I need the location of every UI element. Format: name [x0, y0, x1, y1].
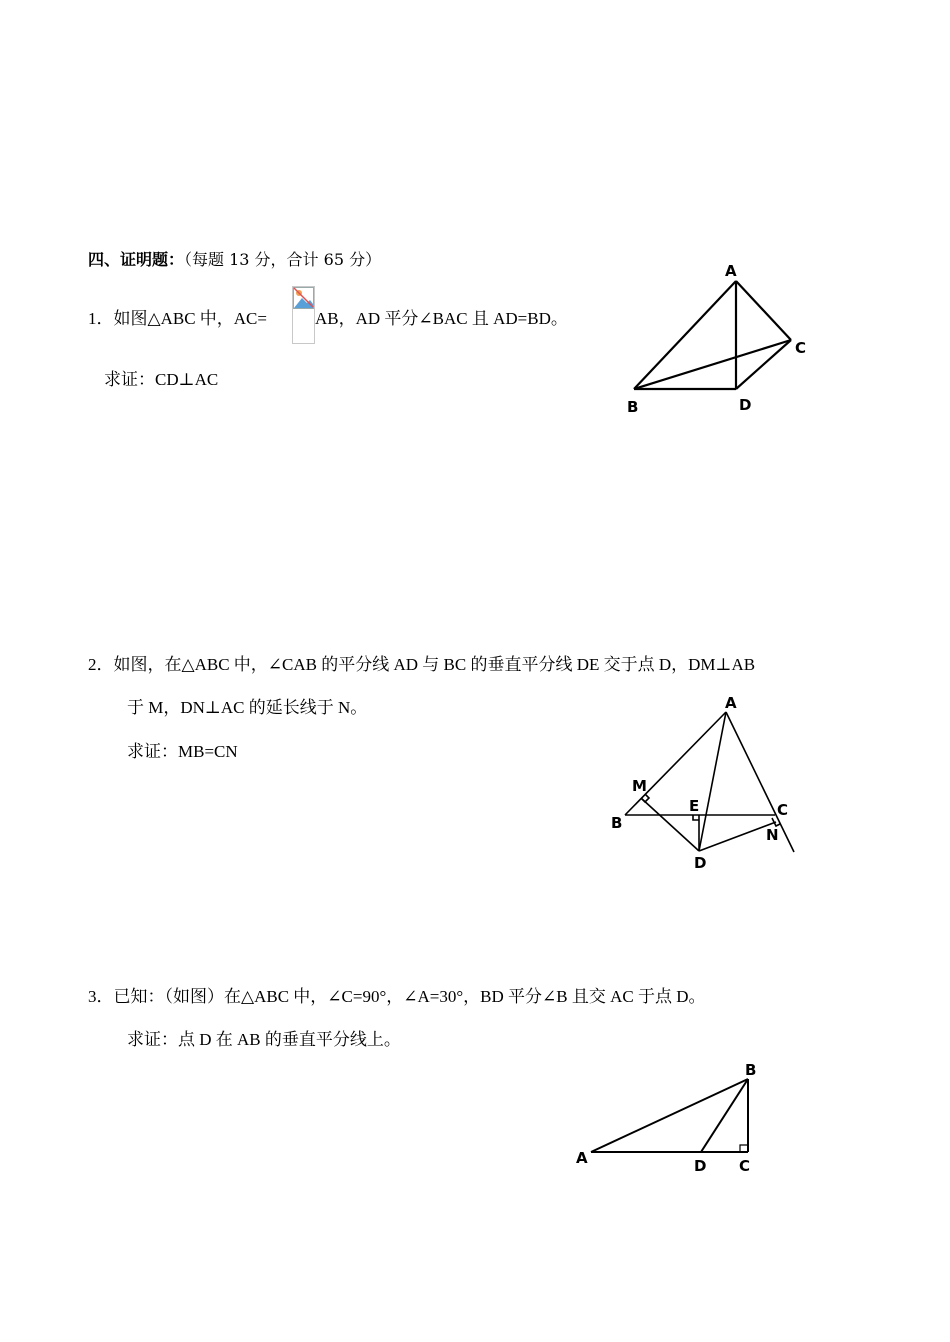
fig1-segment-ac [736, 281, 791, 340]
fig2-label-a: A [725, 694, 737, 712]
fig2-right-angle-e [693, 815, 699, 820]
fig2-label-b: B [611, 814, 623, 832]
section-title: 四、证明题： [88, 250, 185, 269]
fig1-segment-bc [634, 340, 791, 389]
fig1-label-c: C [795, 339, 807, 357]
fig2-segment-dn [699, 822, 776, 851]
fig3-label-b: B [745, 1061, 757, 1079]
fig3-segment-ab [591, 1079, 748, 1152]
problem-1-statement-b: AB，AD 平分∠BAC 且 AD=BD。 [315, 309, 568, 328]
fig2-segment-ac-extended [726, 712, 794, 852]
fig1-label-a: A [725, 262, 737, 280]
fig3-label-d: D [694, 1157, 707, 1175]
fig2-segment-ad [699, 712, 726, 851]
fig2-label-n: N [766, 826, 779, 844]
fig1-label-d: D [739, 396, 752, 414]
fig2-label-e: E [689, 797, 700, 815]
problem-2-prove: 求证：MB=CN [127, 742, 238, 761]
fig1-label-b: B [627, 398, 639, 416]
fig2-segment-dm [641, 798, 699, 851]
fig3-label-c: C [739, 1157, 751, 1175]
fig2-right-angle-n [772, 818, 780, 826]
section-heading [88, 247, 381, 270]
fig2-label-c: C [777, 801, 789, 819]
fig2-label-m: M [632, 777, 647, 795]
problem-3-statement: 3．已知：（如图）在△ABC 中，∠C=90°，∠A=30°，BD 平分∠B 且交 AC 于点 D。 [88, 987, 706, 1006]
fig3-right-angle-c [740, 1145, 748, 1152]
fig1-segment-ab [634, 281, 736, 389]
problem-1-prove: 求证：CD⊥AC [104, 370, 219, 389]
fig3-segment-bd [701, 1079, 748, 1152]
problem-2-statement-line-1: 2．如图，在△ABC 中，∠CAB 的平分线 AD 与 BC 的垂直平分线 DE 交于点 D，DM⊥AB [88, 655, 756, 674]
fig2-right-angle-m [641, 794, 649, 802]
problem-1-statement-a: 1．如图△ABC 中，AC= [88, 309, 267, 328]
fig3-label-a: A [576, 1149, 588, 1167]
broken-image-icon [292, 286, 315, 344]
fig2-segment-ab [625, 712, 726, 815]
section-score-note: （每题 13 分，合计 65 分） [184, 250, 382, 269]
problem-3-prove: 求证：点 D 在 AB 的垂直平分线上。 [127, 1030, 401, 1049]
fig2-label-d: D [694, 854, 707, 872]
fig1-segment-dc [736, 340, 791, 389]
problem-2-statement-line-2: 于 M，DN⊥AC 的延长线于 N。 [127, 698, 368, 717]
